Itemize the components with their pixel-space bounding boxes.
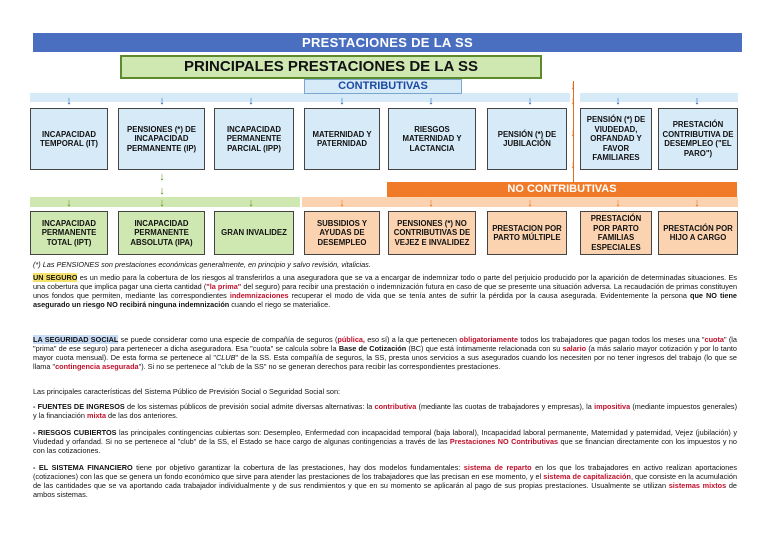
paragraph-fuentes-ingresos: - FUENTES DE INGRESOS de los sistemas públicos de previsión social admite diversas alternativas: la contributiva (mediante las cuotas de trabajadores y empresas), la impositiva (mediante impuestos generales) y la financiación mixta de las dos anteriores. [33,402,737,421]
nc-box-hijo-a-cargo: PRESTACIÓN POR HIJO A CARGO [658,211,738,255]
arrow-down-icon: ↓ [570,95,576,107]
nc-box-pensiones: PENSIONES (*) NO CONTRIBUTIVAS DE VEJEZ E INVALIDEZ [388,211,476,255]
contrib-box-riesgos: RIESGOS MATERNIDAD Y LACTANCIA [388,108,476,170]
arrow-down-icon: ↓ [615,95,621,107]
arrow-down-icon: ↓ [66,95,72,107]
arrow-down-icon: ↓ [159,171,165,183]
arrow-down-icon: ↓ [694,95,700,107]
contrib-box-viudedad: PENSIÓN (*) DE VIUDEDAD, ORFANDAD Y FAVOR FAMILIARES [580,108,652,170]
nc-box-familias-especiales: PRESTACIÓN POR PARTO FAMILIAS ESPECIALES [580,211,652,255]
contrib-box-ip: PENSIONES (*) DE INCAPACIDAD PERMANENTE (IP) [118,108,205,170]
arrow-down-icon: ↓ [694,197,700,209]
arrow-down-icon: ↓ [428,197,434,209]
paragraph-seguridad-social: LA SEGURIDAD SOCIAL se puede considerar como una especie de compañía de seguros (pública, eso sí) a la que pertenecen obligatoriamente todos los trabajadores que pagan todos los meses una "cuota" (la "prima" de ese seguro) para pertenecer a dicha aseguradora. Esa "cuota" se calcula sobre la Base de Cotización (BC) que está íntimamente relacionada con su salario (a más salario mayor cotización y por lo tanto mayor cuota mensual). De esta forma se pertenece al "CLUB" de la SS. Esta compañía de seguros, la SS, presta unos servicios a sus asegurados cuando los necesiten por no tener ingresos del trabajo (lo que se llama "contingencia asegurada"). Si no se pertenece al "club de la SS" no se generan derechos para recibir las correspondientes prestaciones. [33,335,737,372]
nc-box-parto-multiple: PRESTACION POR PARTO MÚLTIPLE [487,211,567,255]
arrow-down-icon: ↓ [159,95,165,107]
ip-box-ipa: INCAPACIDAD PERMANENTE ABSOLUTA (IPA) [118,211,205,255]
no-contributivas-label: NO CONTRIBUTIVAS [387,182,737,197]
paragraph-sistema-financiero: - EL SISTEMA FINANCIERO tiene por objetivo garantizar la cobertura de las prestaciones, hay dos modelos fundamentales: sistema de reparto en los que los trabajadores en activo realizan aportaciones (cotizaciones) con las que se genera un fondo económico que sirve para atender las prestaciones de los trabajadores que las precisan en ese momento, y el sistema de capitalización, que consiste en la acumulación de las cantidades que se va aportando cada trabajador individualmente y de sus rendimientos y que en su momento se aplicarán al pago de sus propias prestaciones. Usualmente se utilizan sistemas mixtos de ambos sistemas. [33,463,737,500]
contributivas-label: CONTRIBUTIVAS [304,79,462,94]
arrow-down-icon: ↓ [339,197,345,209]
arrow-down-icon: ↓ [570,127,576,139]
paragraph-riesgos-cubiertos: - RIESGOS CUBIERTOS las principales contingencias cubiertas son: Desempleo, Enfermedad con incapacidad temporal (baja laboral), Incapacidad laboral permanente, Maternidad y paternidad, Vejez (jubilación) y Viudedad y orfandad. Si no se pertenece al "club" de la SS, el Estado se hace cargo de algunas contingencias a través de las Prestaciones NO Contributivas que se financian directamente con los impuestos y no con las cotizaciones. [33,428,738,456]
contributivas-band [30,93,570,102]
footnote: (*) Las PENSIONES son prestaciones económicas generalmente, en principio y salvo revisión, vitalicias. [33,260,371,269]
contrib-box-maternidad: MATERNIDAD Y PATERNIDAD [304,108,380,170]
arrow-down-icon: ↓ [615,197,621,209]
contrib-box-ipp: INCAPACIDAD PERMANENTE PARCIAL (IPP) [214,108,294,170]
ip-box-gran-invalidez: GRAN INVALIDEZ [214,211,294,255]
page-header: PRESTACIONES DE LA SS [33,33,742,52]
contrib-box-desempleo: PRESTACIÓN CONTRIBUTIVA DE DESEMPLEO ("EL PARO") [658,108,738,170]
arrow-down-icon: ↓ [159,185,165,197]
arrow-down-icon: ↓ [159,197,165,209]
arrow-down-icon: ↓ [527,95,533,107]
ip-box-ipt: INCAPACIDAD PERMANENTE TOTAL (IPT) [30,211,108,255]
arrow-down-icon: ↓ [248,197,254,209]
arrow-down-icon: ↓ [527,197,533,209]
term-seguridad-social: LA SEGURIDAD SOCIAL [33,335,119,344]
main-title: PRINCIPALES PRESTACIONES DE LA SS [120,55,542,79]
arrow-down-icon: ↓ [339,95,345,107]
arrow-down-icon: ↓ [248,95,254,107]
arrow-down-icon: ↓ [428,95,434,107]
no-contributivas-band [302,197,738,207]
arrow-down-icon: ↓ [570,159,576,171]
nc-box-subsidios: SUBSIDIOS Y AYUDAS DE DESEMPLEO [304,211,380,255]
arrow-down-icon: ↓ [66,197,72,209]
paragraph-caracteristicas: Las principales características del Sistema Público de Previsión Social o Seguridad Social son: [33,387,341,396]
contrib-box-jubilacion: PENSIÓN (*) DE JUBILACIÓN [487,108,567,170]
contrib-box-it: INCAPACIDAD TEMPORAL (IT) [30,108,108,170]
term-un-seguro: UN SEGURO [33,273,78,282]
arrow-down-icon: ↓ [570,80,576,92]
paragraph-seguro: UN SEGURO es un medio para la cobertura de los riesgos al transferirlos a una aseguradora que se va a encargar de indemnizar todo o parte del perjuicio producido por la aparición de determinadas situaciones. Es una cobertura que implica pagar una cierta cantidad ("la prima" del seguro) para recibir una prestación o indemnización futura en caso de que se presente una situación adversa. La recaudación de primas constituyen unos fondos que permiten, mediante las correspondientes indemnizaciones recuperar el modo de vida que se tenía antes de sufrir la pérdida por la causa asegurada. Evidentemente la persona que NO tiene asegurado un riesgo NO recibirá ninguna indemnización cuando el riego se materialice. [33,273,737,310]
contributivas-band-right [580,93,738,102]
